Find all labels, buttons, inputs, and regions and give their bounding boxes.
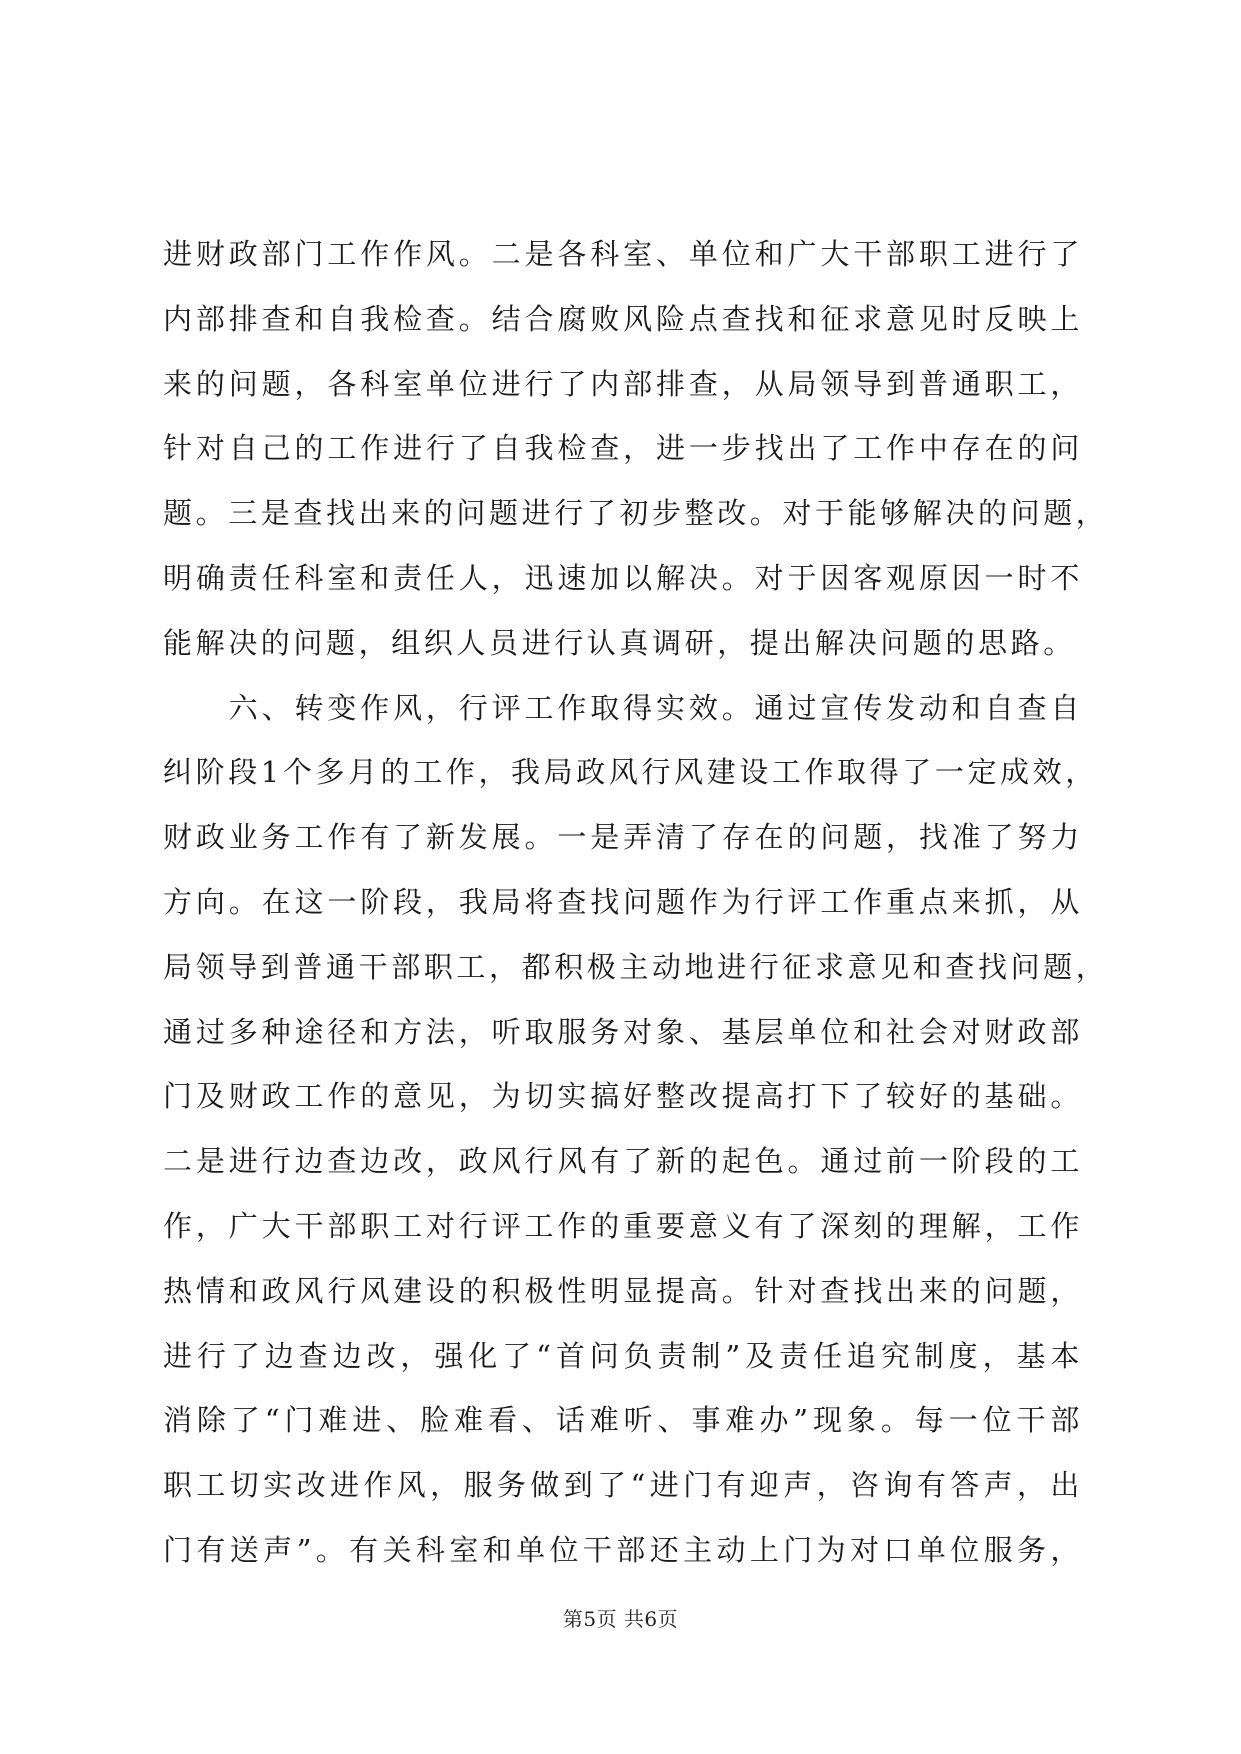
page-number-footer: 第5页 共6页: [562, 1607, 679, 1631]
text-line: 通过多种途径和方法，听取服务对象、基层单位和社会对财政部: [163, 1014, 1083, 1049]
text-line: 局领导到普通干部职工，都积极主动地进行征求意见和查找问题，: [163, 949, 1109, 984]
section-heading-line: 六、转变作风，行评工作取得实效。通过宣传发动和自查自: [163, 690, 1083, 725]
text-line: 针对自己的工作进行了自我检查，进一步找出了工作中存在的问: [163, 431, 1083, 466]
text-line: 纠阶段1个多月的工作，我局政风行风建设工作取得了一定成效，: [163, 755, 1098, 790]
body-text: [163, 222, 1109, 1583]
text-line: 来的问题，各科室单位进行了内部排查，从局领导到普通职工，: [163, 366, 1083, 401]
text-line: 门有送声”。有关科室和单位干部还主动上门为对口单位服务，: [163, 1532, 1083, 1567]
text-line: 方向。在这一阶段，我局将查找问题作为行评工作重点来抓，从: [163, 884, 1083, 919]
text-line: 消除了“门难进、脸难看、话难听、事难办”现象。每一位干部: [163, 1403, 1083, 1438]
text-line: 财政业务工作有了新发展。一是弄清了存在的问题，找准了努力: [163, 820, 1083, 855]
text-line: 内部排查和自我检查。结合腐败风险点查找和征求意见时反映上: [163, 301, 1083, 336]
text-line: 进行了边查边改，强化了“首问负责制”及责任追究制度，基本: [163, 1338, 1083, 1373]
text-line: 门及财政工作的意见，为切实搞好整改提高打下了较好的基础。: [163, 1079, 1083, 1114]
text-line: 热情和政风行风建设的积极性明显提高。针对查找出来的问题，: [163, 1273, 1083, 1308]
text-line: 作，广大干部职工对行评工作的重要意义有了深刻的理解，工作: [163, 1208, 1083, 1243]
text-line: 能解决的问题，组织人员进行认真调研，提出解决问题的思路。: [163, 625, 1076, 660]
text-line: 明确责任科室和责任人，迅速加以解决。对于因客观原因一时不: [163, 560, 1083, 595]
text-line: 题。三是查找出来的问题进行了初步整改。对于能够解决的问题，: [163, 496, 1109, 531]
text-line: 二是进行边查边改，政风行风有了新的起色。通过前一阶段的工: [163, 1144, 1083, 1179]
text-line: 进财政部门工作作风。二是各科室、单位和广大干部职工进行了: [163, 237, 1083, 271]
text-line: 职工切实改进作风，服务做到了“进门有迎声，咨询有答声，出: [163, 1468, 1083, 1503]
